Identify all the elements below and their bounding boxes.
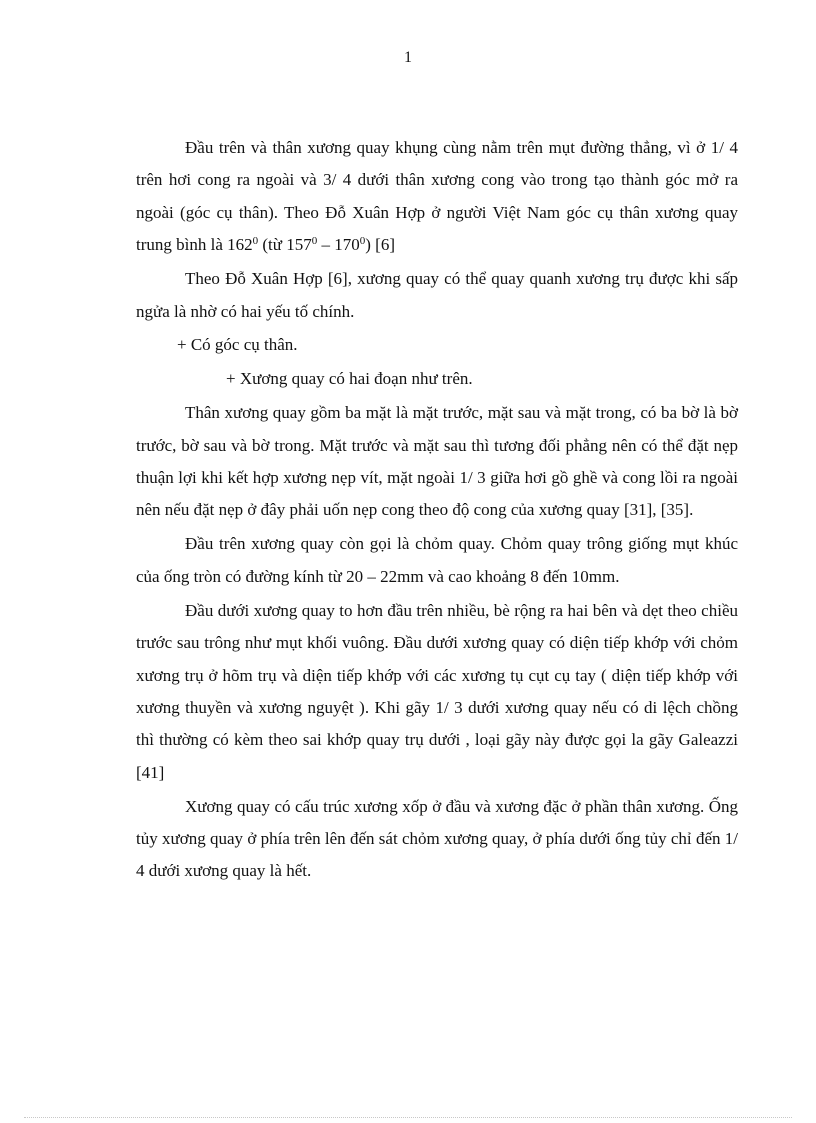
paragraph-bone-structure: Xương quay có cấu trúc xương xốp ở đầu và xương đặc ở phần thân xương. Ống tủy xương quay ở phía trên lên đến sát chỏm xương quay, ở phía dưới ống tủy chỉ đến 1/ 4 dưới xương quay là hết. xyxy=(136,796,738,881)
footer-divider xyxy=(24,1117,792,1118)
list-item-two-segments: + Xương quay có hai đoạn như trên. xyxy=(226,369,473,389)
degree-superscript: 0 xyxy=(311,235,318,248)
paragraph-distal-end: Đầu dưới xương quay to hơn đầu trên nhiều, bè rộng ra hai bên và dẹt theo chiều trước sau trông như mụt khối vuông. Đầu dưới xương quay có diện tiếp khớp với chỏm xương trụ ở hõm trụ và diện tiếp khớp với các xương tụ cụt cụ tay ( diện tiếp khớp với xương thuyền và xương nguyệt ). Khi gãy 1/ 3 dưới xương quay nếu có di lệch chồng thì thường có kèm theo sai khớp quay trụ dưới , loại gãy này được gọi la gãy Galeazzi [41] xyxy=(136,600,738,782)
paragraph-radius-shaft-angle xyxy=(136,132,738,262)
paragraph-text: (từ 157 xyxy=(258,235,312,255)
paragraph-text: Đầu trên và thân xương quay khụng cùng nằm trên mụt đường thẳng, vì ở 1/ 4 trên hơi cong ra ngoài và 3/ 4 dưới thân xương cong vào trong tạo thành góc mở ra ngoài (góc cụ thân). Theo Đỗ Xuân Hợp ở người Việt Nam góc cụ thân xương quay trung bình là 162 xyxy=(136,138,738,255)
list-item-angle: + Có góc cụ thân. xyxy=(177,335,298,355)
degree-superscript: 0 xyxy=(359,235,366,248)
paragraph-text: ) [6] xyxy=(365,235,395,255)
paragraph-shaft-surfaces: Thân xương quay gồm ba mặt là mặt trước, mặt sau và mặt trong, có ba bờ là bờ trước, bờ sau và bờ trong. Mặt trước và mặt sau thì tương đối phẳng nên có thể đặt nẹp thuận lợi khi kết hợp xương nẹp vít, mặt ngoài 1/ 3 giữa hơi gồ ghề và cong lồi ra ngoài nên nếu đặt nẹp ở đây phải uốn nẹp cong theo độ cong của xương quay [31], [35]. xyxy=(136,403,738,520)
document-body xyxy=(136,132,738,889)
page-number: 1 xyxy=(404,49,412,66)
paragraph-rotation-factors: Theo Đỗ Xuân Hợp [6], xương quay có thể quay quanh xương trụ được khi sấp ngửa là nhờ có hai yếu tố chính. xyxy=(136,269,738,321)
paragraph-text: – 170 xyxy=(317,235,360,255)
degree-superscript: 0 xyxy=(252,235,259,248)
paragraph-radial-head: Đầu trên xương quay còn gọi là chỏm quay. Chỏm quay trông giống mụt khúc của ống tròn có đường kính từ 20 – 22mm và cao khoảng 8 đến 10mm. xyxy=(136,534,738,586)
